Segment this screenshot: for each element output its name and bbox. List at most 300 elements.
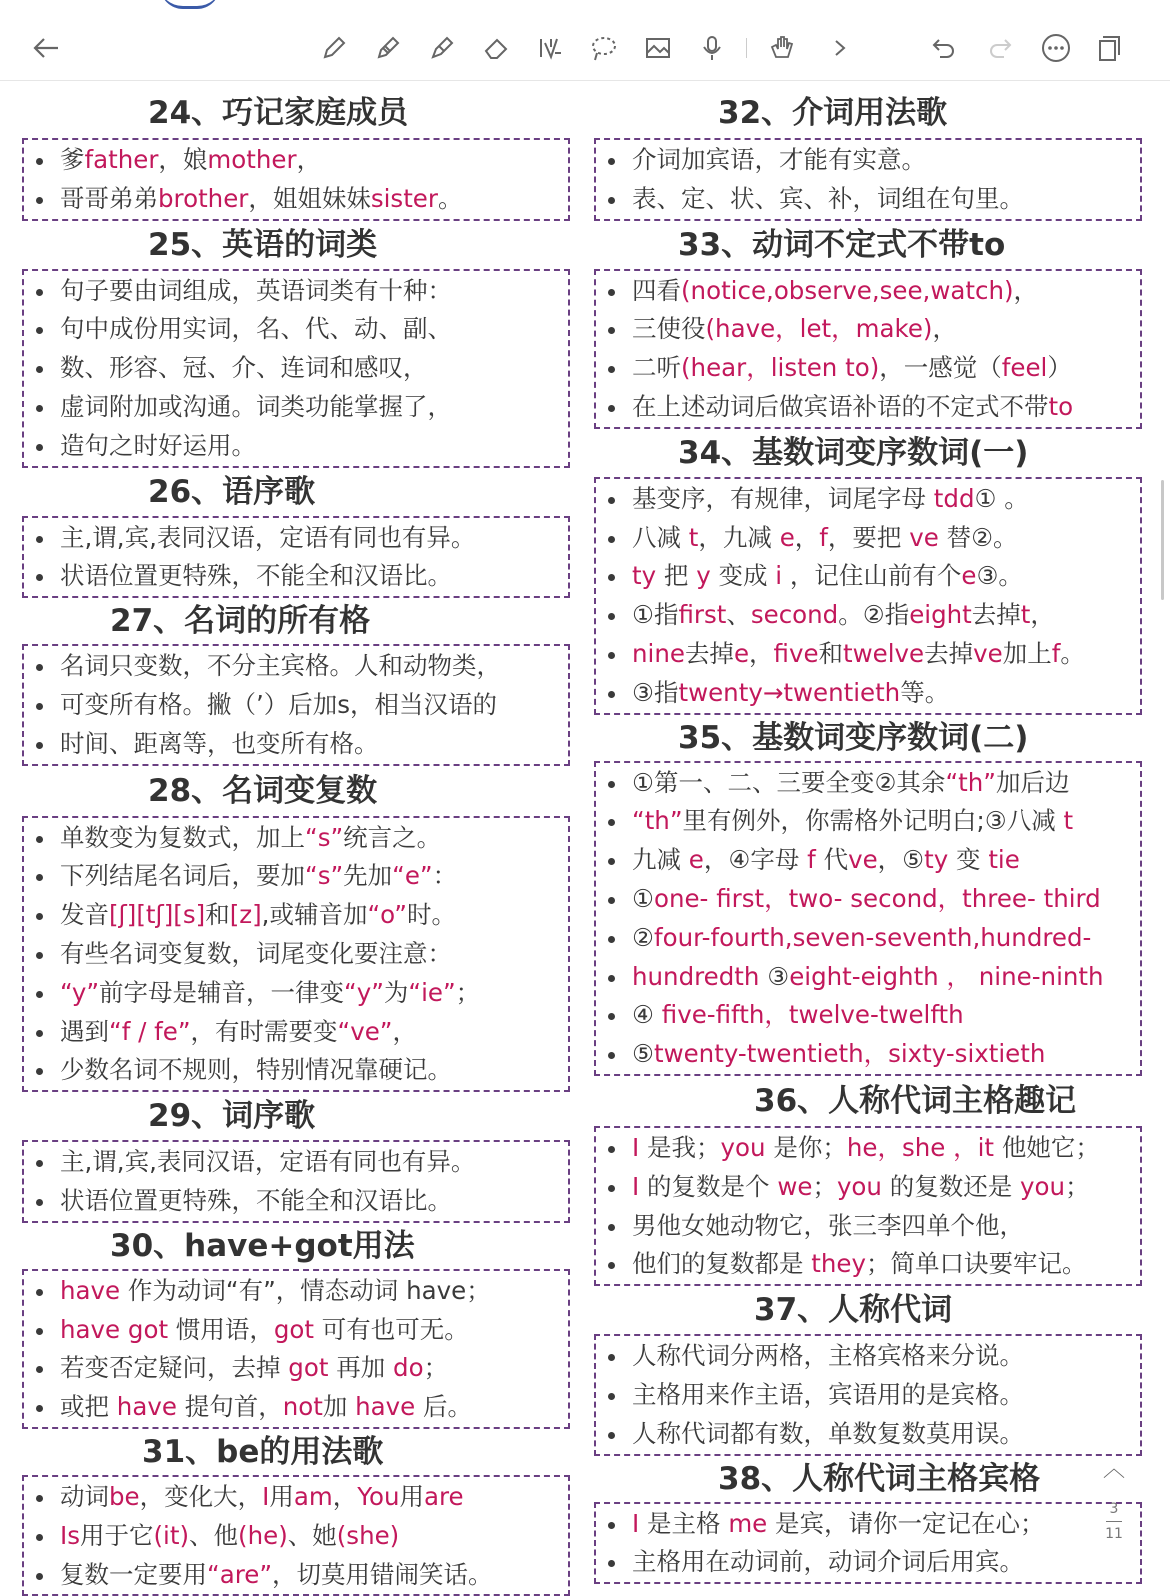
- highlighted-text: father: [84, 145, 159, 174]
- text-segment: 若变否定疑问，去掉: [60, 1353, 289, 1383]
- bullet-line: [30, 1272, 562, 1311]
- section-box: [594, 1502, 1142, 1585]
- text-segment: 他她它；: [994, 1132, 1100, 1162]
- text-segment: ，要把: [827, 522, 910, 552]
- text-segment: ⑤: [632, 1039, 654, 1069]
- highlighted-text: (she): [336, 1520, 400, 1550]
- text-segment: 作为动词“有”，情态动词 have；: [120, 1275, 491, 1305]
- text-segment: ：: [432, 861, 458, 891]
- bullet-line: [30, 1349, 562, 1388]
- bullet-line: [30, 1051, 562, 1090]
- section-title: 36、人称代词主格趣记: [754, 1082, 1077, 1119]
- bullet-line: [30, 180, 562, 219]
- bullet-line: [602, 349, 1134, 388]
- highlighted-text: f: [819, 522, 828, 552]
- text-segment: 虚词附加或沟通。词类功能掌握了，: [60, 391, 452, 421]
- highlighted-text: [z]: [229, 900, 262, 930]
- bullet-line: [602, 180, 1134, 219]
- highlighted-text: (notice,observe,see,watch): [681, 275, 1014, 305]
- highlighted-text: ty: [632, 561, 657, 591]
- section-title: 24、巧记家庭成员: [148, 95, 409, 131]
- image-icon[interactable]: [640, 30, 676, 66]
- highlighted-text: e: [779, 522, 795, 552]
- bullet-line: [602, 996, 1134, 1035]
- section-box: [22, 1140, 570, 1223]
- text-segment: ①: [632, 883, 654, 913]
- text-segment: 去掉: [971, 600, 1021, 630]
- highlighted-text: “y”: [344, 977, 384, 1007]
- section-title: 26、语序歌: [148, 473, 316, 510]
- bullet-line: [30, 349, 562, 388]
- section-box: [594, 1334, 1142, 1455]
- section-title: 31、be的用法歌: [142, 1433, 384, 1470]
- text-segment: ，: [296, 145, 322, 174]
- bullet-line: [602, 141, 1134, 180]
- highlighter-icon[interactable]: [424, 30, 460, 66]
- text-segment: 时间、距离等，也变所有格。: [60, 728, 379, 758]
- undo-icon[interactable]: [926, 30, 962, 66]
- highlighted-text: (hear，listen to): [681, 353, 880, 383]
- bullet-line: [30, 857, 562, 896]
- text-segment: 或把: [60, 1392, 117, 1422]
- text-segment: 等。: [900, 677, 950, 707]
- section-box: [594, 138, 1142, 221]
- highlighted-text: (it): [153, 1520, 190, 1550]
- text-segment: 是主格: [639, 1508, 729, 1538]
- lasso-icon[interactable]: [586, 30, 622, 66]
- text-segment: 介词加宾语，才能有实意。: [632, 145, 926, 174]
- text-segment: 替②。: [938, 522, 1018, 552]
- text-segment: 。②指: [838, 600, 910, 630]
- text-segment: 的复数是个: [639, 1171, 778, 1201]
- highlighted-text: twelve: [843, 638, 925, 668]
- highlighted-text: four-fourth,seven-seventh,hundred-: [653, 922, 1092, 952]
- toolbar-divider: [746, 38, 747, 58]
- section-title: 33、动词不定式不带to: [678, 226, 1006, 263]
- logo-arc: [160, 0, 220, 9]
- top-toolbar: [0, 0, 1170, 81]
- text-segment: ，娘: [158, 145, 208, 174]
- text-segment: 去掉: [924, 638, 974, 668]
- text-segment: 是我；: [639, 1132, 721, 1162]
- text-segment: ，⑤: [877, 845, 925, 875]
- back-arrow-icon[interactable]: [28, 30, 64, 66]
- bullet-line: [30, 388, 562, 427]
- highlighted-text: ve: [973, 638, 1003, 668]
- text-segment: 发音: [60, 900, 109, 930]
- highlighted-text: “th”: [945, 767, 996, 797]
- highlighted-text: “y”: [60, 977, 100, 1007]
- highlighted-text: have: [116, 1392, 177, 1422]
- bullet-line: [30, 1311, 562, 1350]
- scrollbar[interactable]: [1161, 480, 1164, 600]
- text-segment: 四看: [632, 275, 681, 305]
- highlighted-text: t: [1063, 806, 1074, 836]
- text-segment: 句中成份用实词，名、代、动、副、: [60, 314, 452, 344]
- highlighted-text: “f / fe”: [109, 1016, 191, 1046]
- text-segment: 里有例外，你需格外记明白;③八减: [682, 806, 1064, 836]
- bullet-line: [30, 1388, 562, 1427]
- highlighted-text: hundredth: [632, 961, 760, 991]
- highlighted-text: t: [688, 522, 699, 552]
- section-box: [22, 1475, 570, 1596]
- text-segment: ，: [794, 522, 820, 552]
- more-icon[interactable]: [1038, 30, 1074, 66]
- text-segment: 是宾，请你一定记在心；: [767, 1508, 1045, 1538]
- section-title: 34、基数词变序数词(一): [678, 434, 1029, 471]
- text-segment: 动词: [60, 1481, 109, 1511]
- text-segment: 三使役: [632, 314, 706, 344]
- bullet-line: [30, 519, 562, 558]
- text-segment: 在上述动词后做宾语补语的不定式不带: [632, 391, 1049, 421]
- bullet-line: [602, 480, 1134, 519]
- bullet-line: [602, 1376, 1134, 1415]
- section-title: 38、人称代词主格宾格: [718, 1460, 1041, 1497]
- text-segment: 可变所有格。撇（’）后加s，相当汉语的: [60, 689, 498, 719]
- highlighted-text: do: [393, 1353, 424, 1383]
- bullet-line: [602, 1207, 1134, 1246]
- highlighted-text: five-fifth，twelve-twelfth: [661, 1000, 964, 1030]
- text-segment: 、: [726, 600, 751, 630]
- text-segment: 加上: [1002, 638, 1052, 668]
- bullet-line: [602, 841, 1134, 880]
- bullet-line: [30, 557, 562, 596]
- section-box: [22, 816, 570, 1093]
- bullet-line: [602, 519, 1134, 558]
- text-segment: 基变序，有规律，词尾字母: [632, 483, 934, 513]
- eraser-icon[interactable]: [478, 30, 514, 66]
- text-segment: 用: [399, 1481, 424, 1511]
- bullet-line: [30, 310, 562, 349]
- text-segment: ，④字母: [703, 845, 808, 875]
- bullet-line: [30, 272, 562, 311]
- text-segment: 加: [322, 1392, 356, 1422]
- bullet-line: [602, 1129, 1134, 1168]
- highlighted-text: sister: [370, 183, 438, 213]
- bullet-line: [30, 1182, 562, 1221]
- text-segment: 先加: [343, 861, 393, 891]
- text-segment: 惯用语，: [168, 1314, 274, 1344]
- text-segment: ，姐姐妹妹: [248, 183, 371, 213]
- chevron-right-icon[interactable]: [822, 30, 858, 66]
- text-segment: 名词只变数，不分主宾格。人和动物类，: [60, 651, 501, 681]
- bullet-line: [602, 1505, 1134, 1544]
- text-segment: 是你；: [765, 1132, 847, 1162]
- page-divider: [1106, 1521, 1122, 1522]
- highlighted-text: one- first，two- second，three- third: [653, 883, 1101, 913]
- section-box: [594, 269, 1142, 429]
- text-segment: 、她: [287, 1520, 337, 1550]
- section-title: 25、英语的词类: [148, 226, 378, 263]
- highlighted-text: I: [262, 1481, 270, 1511]
- text-segment: 遇到: [60, 1016, 109, 1046]
- highlighted-text: I: [632, 1132, 640, 1162]
- text-segment: ）: [1047, 353, 1072, 383]
- highlighted-text: ve: [909, 522, 939, 552]
- left-column: [22, 88, 570, 1596]
- section-title: 32、介词用法歌: [718, 95, 948, 131]
- text-segment: 爹: [60, 145, 85, 174]
- highlighted-text: eight: [909, 600, 972, 630]
- text-segment: 男他女她动物它，张三李四单个他，: [632, 1210, 1024, 1240]
- bullet-line: [30, 141, 562, 180]
- text-segment: 数、形容、冠、介、连词和感叹，: [60, 353, 428, 383]
- bullet-line: [30, 935, 562, 974]
- highlighted-text: have got: [60, 1314, 169, 1344]
- text-segment: 用于它: [80, 1520, 154, 1550]
- bullet-line: [602, 1168, 1134, 1207]
- text-segment: 九减: [632, 845, 689, 875]
- microphone-icon[interactable]: [694, 30, 730, 66]
- text-segment: ，切莫用错闹笑话。: [272, 1559, 493, 1589]
- hand-icon[interactable]: [764, 30, 800, 66]
- bullet-line: [602, 557, 1134, 596]
- bullet-line: [30, 686, 562, 725]
- highlighted-text: ty: [924, 845, 949, 875]
- text-segment: 、他: [189, 1520, 239, 1550]
- section-box: [22, 269, 570, 468]
- bullet-line: [602, 388, 1134, 427]
- text-segment: 少数名词不规则，特别情况靠硬记。: [60, 1055, 452, 1085]
- text-segment: 下列结尾名词后，要加: [60, 861, 305, 891]
- redo-icon[interactable]: [982, 30, 1018, 66]
- bullet-line: [602, 802, 1134, 841]
- highlighted-text: “th”: [632, 806, 683, 836]
- highlighted-text: five: [773, 638, 819, 668]
- highlighted-text: twenty→twentieth: [678, 677, 901, 707]
- text-segment: 。: [1060, 638, 1085, 668]
- text-segment: 变成: [710, 561, 776, 591]
- text-segment: 八减: [632, 522, 689, 552]
- highlighted-text: “s”: [305, 822, 344, 852]
- text-segment: 。: [437, 183, 463, 213]
- bullet-line: [602, 272, 1134, 311]
- highlighted-text: to: [1048, 391, 1074, 421]
- text-segment: 单数变为复数式，加上: [60, 822, 305, 852]
- pencil-icon[interactable]: [370, 30, 406, 66]
- highlighted-text: second: [750, 600, 839, 630]
- text-format-icon[interactable]: [532, 30, 568, 66]
- highlighted-text: tdd: [933, 483, 975, 513]
- section-title: 35、基数词变序数词(二): [678, 719, 1029, 756]
- bullet-line: [602, 764, 1134, 803]
- text-segment: ，: [1013, 275, 1039, 305]
- highlighted-text: me: [728, 1508, 768, 1538]
- bullet-line: [602, 958, 1134, 997]
- highlighted-text: e: [688, 845, 704, 875]
- text-segment: ③指: [632, 677, 679, 707]
- highlighted-text: eight-eighth ， nine-ninth: [789, 961, 1104, 991]
- text-segment: 代: [815, 845, 849, 875]
- highlighted-text: nine: [632, 638, 685, 668]
- scroll-up-icon[interactable]: ︿: [1102, 1457, 1125, 1482]
- bullet-line: [602, 674, 1134, 713]
- highlighted-text: i: [775, 561, 783, 591]
- text-segment: 把: [656, 561, 697, 591]
- text-segment: 他们的复数都是: [632, 1249, 812, 1279]
- bullet-line: [602, 919, 1134, 958]
- bullet-line: [30, 1556, 562, 1595]
- section-box: [594, 477, 1142, 715]
- text-segment: 变: [948, 845, 989, 875]
- text-segment: 造句之时好运用。: [60, 430, 256, 460]
- text-segment: 用: [269, 1481, 294, 1511]
- highlighted-text: be: [109, 1481, 140, 1511]
- section-box: [594, 1126, 1142, 1286]
- text-segment: 主,谓,宾,表同汉语，定语有同也有异。: [60, 1147, 476, 1177]
- text-segment: 加后边: [995, 767, 1070, 797]
- text-segment: ，记住山前有个: [782, 561, 962, 591]
- bullet-line: [30, 427, 562, 466]
- pages-icon[interactable]: [1092, 30, 1128, 66]
- section-box: [22, 138, 570, 221]
- text-segment: ① 。: [974, 483, 1029, 513]
- text-segment: ；简单口诀要牢记。: [866, 1249, 1087, 1279]
- bullet-line: [602, 1337, 1134, 1376]
- bullet-line: [30, 725, 562, 764]
- text-segment: 后。: [415, 1392, 473, 1422]
- highlighted-text: f: [807, 845, 816, 875]
- highlighted-text: you: [720, 1132, 766, 1162]
- text-segment: 二听: [632, 353, 681, 383]
- text-segment: 提句首，: [176, 1392, 283, 1422]
- bullet-line: [30, 819, 562, 858]
- text-segment: ①第一、二、三要全变②其余: [632, 767, 946, 797]
- highlighted-text: not: [282, 1392, 323, 1422]
- section-box: [22, 644, 570, 765]
- text-segment: ，: [392, 1016, 418, 1046]
- text-segment: 时。: [406, 900, 456, 930]
- text-segment: ④: [632, 1000, 662, 1030]
- section-title: 30、have+got用法: [110, 1227, 415, 1264]
- text-segment: ，: [1030, 600, 1055, 630]
- text-segment: 前字母是辅音，一律变: [99, 977, 345, 1007]
- bullet-line: [602, 310, 1134, 349]
- text-segment: ,或辅音加: [261, 900, 368, 930]
- highlighted-text: [ʃ][tʃ][s]: [109, 900, 206, 930]
- text-segment: 哥哥弟弟: [60, 183, 158, 213]
- text-segment: ，: [332, 1481, 358, 1511]
- bullet-line: [30, 1013, 562, 1052]
- section-title: 28、名词变复数: [148, 772, 378, 809]
- page-current: 3: [1109, 1501, 1119, 1517]
- text-segment: 和: [205, 900, 230, 930]
- highlighted-text: have: [355, 1392, 416, 1422]
- highlighted-text: he，she ，it: [846, 1132, 995, 1162]
- highlighted-text: (have，let，make): [705, 314, 933, 344]
- text-segment: 的复数还是: [881, 1171, 1021, 1201]
- page-total: 11: [1105, 1526, 1123, 1542]
- highlighted-text: I: [632, 1171, 640, 1201]
- text-segment: 表、定、状、宾、补，词组在句里。: [632, 183, 1024, 213]
- text-segment: 为: [383, 977, 409, 1007]
- highlighted-text: have: [60, 1275, 121, 1305]
- text-segment: 主格用在动词前，动词介词后用宾。: [632, 1547, 1024, 1577]
- bullet-line: [602, 880, 1134, 919]
- highlighted-text: I: [632, 1508, 640, 1538]
- text-segment: 有些名词变复数，词尾变化要注意：: [60, 938, 452, 968]
- bullet-line: [30, 1143, 562, 1182]
- bullet-line: [602, 1543, 1134, 1582]
- highlighted-text: feel: [1001, 353, 1048, 383]
- text-segment: ，: [932, 314, 957, 344]
- text-segment: ；: [812, 1171, 837, 1201]
- text-segment: 主格用来作主语，宾语用的是宾格。: [632, 1379, 1024, 1409]
- text-segment: 再加: [328, 1353, 394, 1383]
- text-segment: ③: [759, 961, 790, 991]
- highlighted-text: mother: [207, 145, 297, 174]
- highlighted-text: “s”: [305, 861, 344, 891]
- highlighted-text: got: [288, 1353, 329, 1383]
- bullet-line: [30, 1517, 562, 1556]
- bullet-line: [30, 974, 562, 1013]
- highlighted-text: first: [678, 600, 727, 630]
- highlighted-text: we: [777, 1171, 813, 1201]
- text-segment: ，有时需要变: [190, 1016, 338, 1046]
- text-segment: ，: [749, 638, 774, 668]
- section-box: [594, 761, 1142, 1076]
- bullet-line: [30, 1478, 562, 1517]
- highlighted-text: are: [423, 1481, 464, 1511]
- text-segment: 状语位置更特殊，不能全和汉语比。: [60, 1185, 452, 1215]
- text-segment: ③。: [976, 561, 1023, 591]
- text-segment: 可有也可无。: [314, 1314, 469, 1344]
- highlighted-text: you: [836, 1171, 882, 1201]
- text-segment: 状语位置更特殊，不能全和汉语比。: [60, 561, 452, 591]
- text-segment: ；: [455, 977, 481, 1007]
- bullet-line: [602, 635, 1134, 674]
- highlighted-text: e: [961, 561, 977, 591]
- text-segment: ，一感觉（: [879, 353, 1002, 383]
- highlighted-text: You: [357, 1481, 400, 1511]
- highlighted-text: brother: [158, 183, 249, 213]
- bullet-line: [30, 896, 562, 935]
- highlighted-text: “e”: [392, 861, 433, 891]
- highlighted-text: “are”: [207, 1559, 273, 1589]
- text-segment: 复数一定要用: [60, 1559, 207, 1589]
- highlighted-text: am: [293, 1481, 333, 1511]
- highlighted-text: f: [1051, 638, 1061, 668]
- highlighted-text: “ve”: [337, 1016, 393, 1046]
- text-segment: ，九减: [698, 522, 780, 552]
- text-segment: ，变化大，: [139, 1481, 263, 1511]
- section-box: [22, 1269, 570, 1429]
- text-segment: ；: [1065, 1171, 1090, 1201]
- text-segment: 句子要由词组成，英语词类有十种：: [60, 275, 452, 305]
- highlighted-text: t: [1020, 600, 1031, 630]
- highlighted-text: tie: [988, 845, 1020, 875]
- highlighted-text: Is: [60, 1520, 80, 1550]
- bullet-line: [602, 1415, 1134, 1454]
- text-segment: 人称代词都有数，单数复数莫用误。: [632, 1418, 1024, 1448]
- text-segment: ；: [423, 1353, 449, 1383]
- bullet-line: [602, 1245, 1134, 1284]
- highlighted-text: y: [696, 561, 711, 591]
- section-title: 37、人称代词: [754, 1292, 953, 1329]
- text-segment: ①指: [632, 600, 679, 630]
- section-box: [22, 516, 570, 599]
- highlighted-text: got: [273, 1314, 315, 1344]
- bullet-line: [30, 647, 562, 686]
- bullet-line: [602, 1035, 1134, 1074]
- highlighted-text: (he): [238, 1520, 288, 1550]
- text-segment: 主,谓,宾,表同汉语，定语有同也有异。: [60, 522, 476, 552]
- pen-icon[interactable]: [316, 30, 352, 66]
- bullet-line: [602, 596, 1134, 635]
- highlighted-text: e: [733, 638, 750, 668]
- highlighted-text: twenty-twentieth，sixty-sixtieth: [653, 1039, 1046, 1069]
- page-indicator: [1098, 1452, 1130, 1542]
